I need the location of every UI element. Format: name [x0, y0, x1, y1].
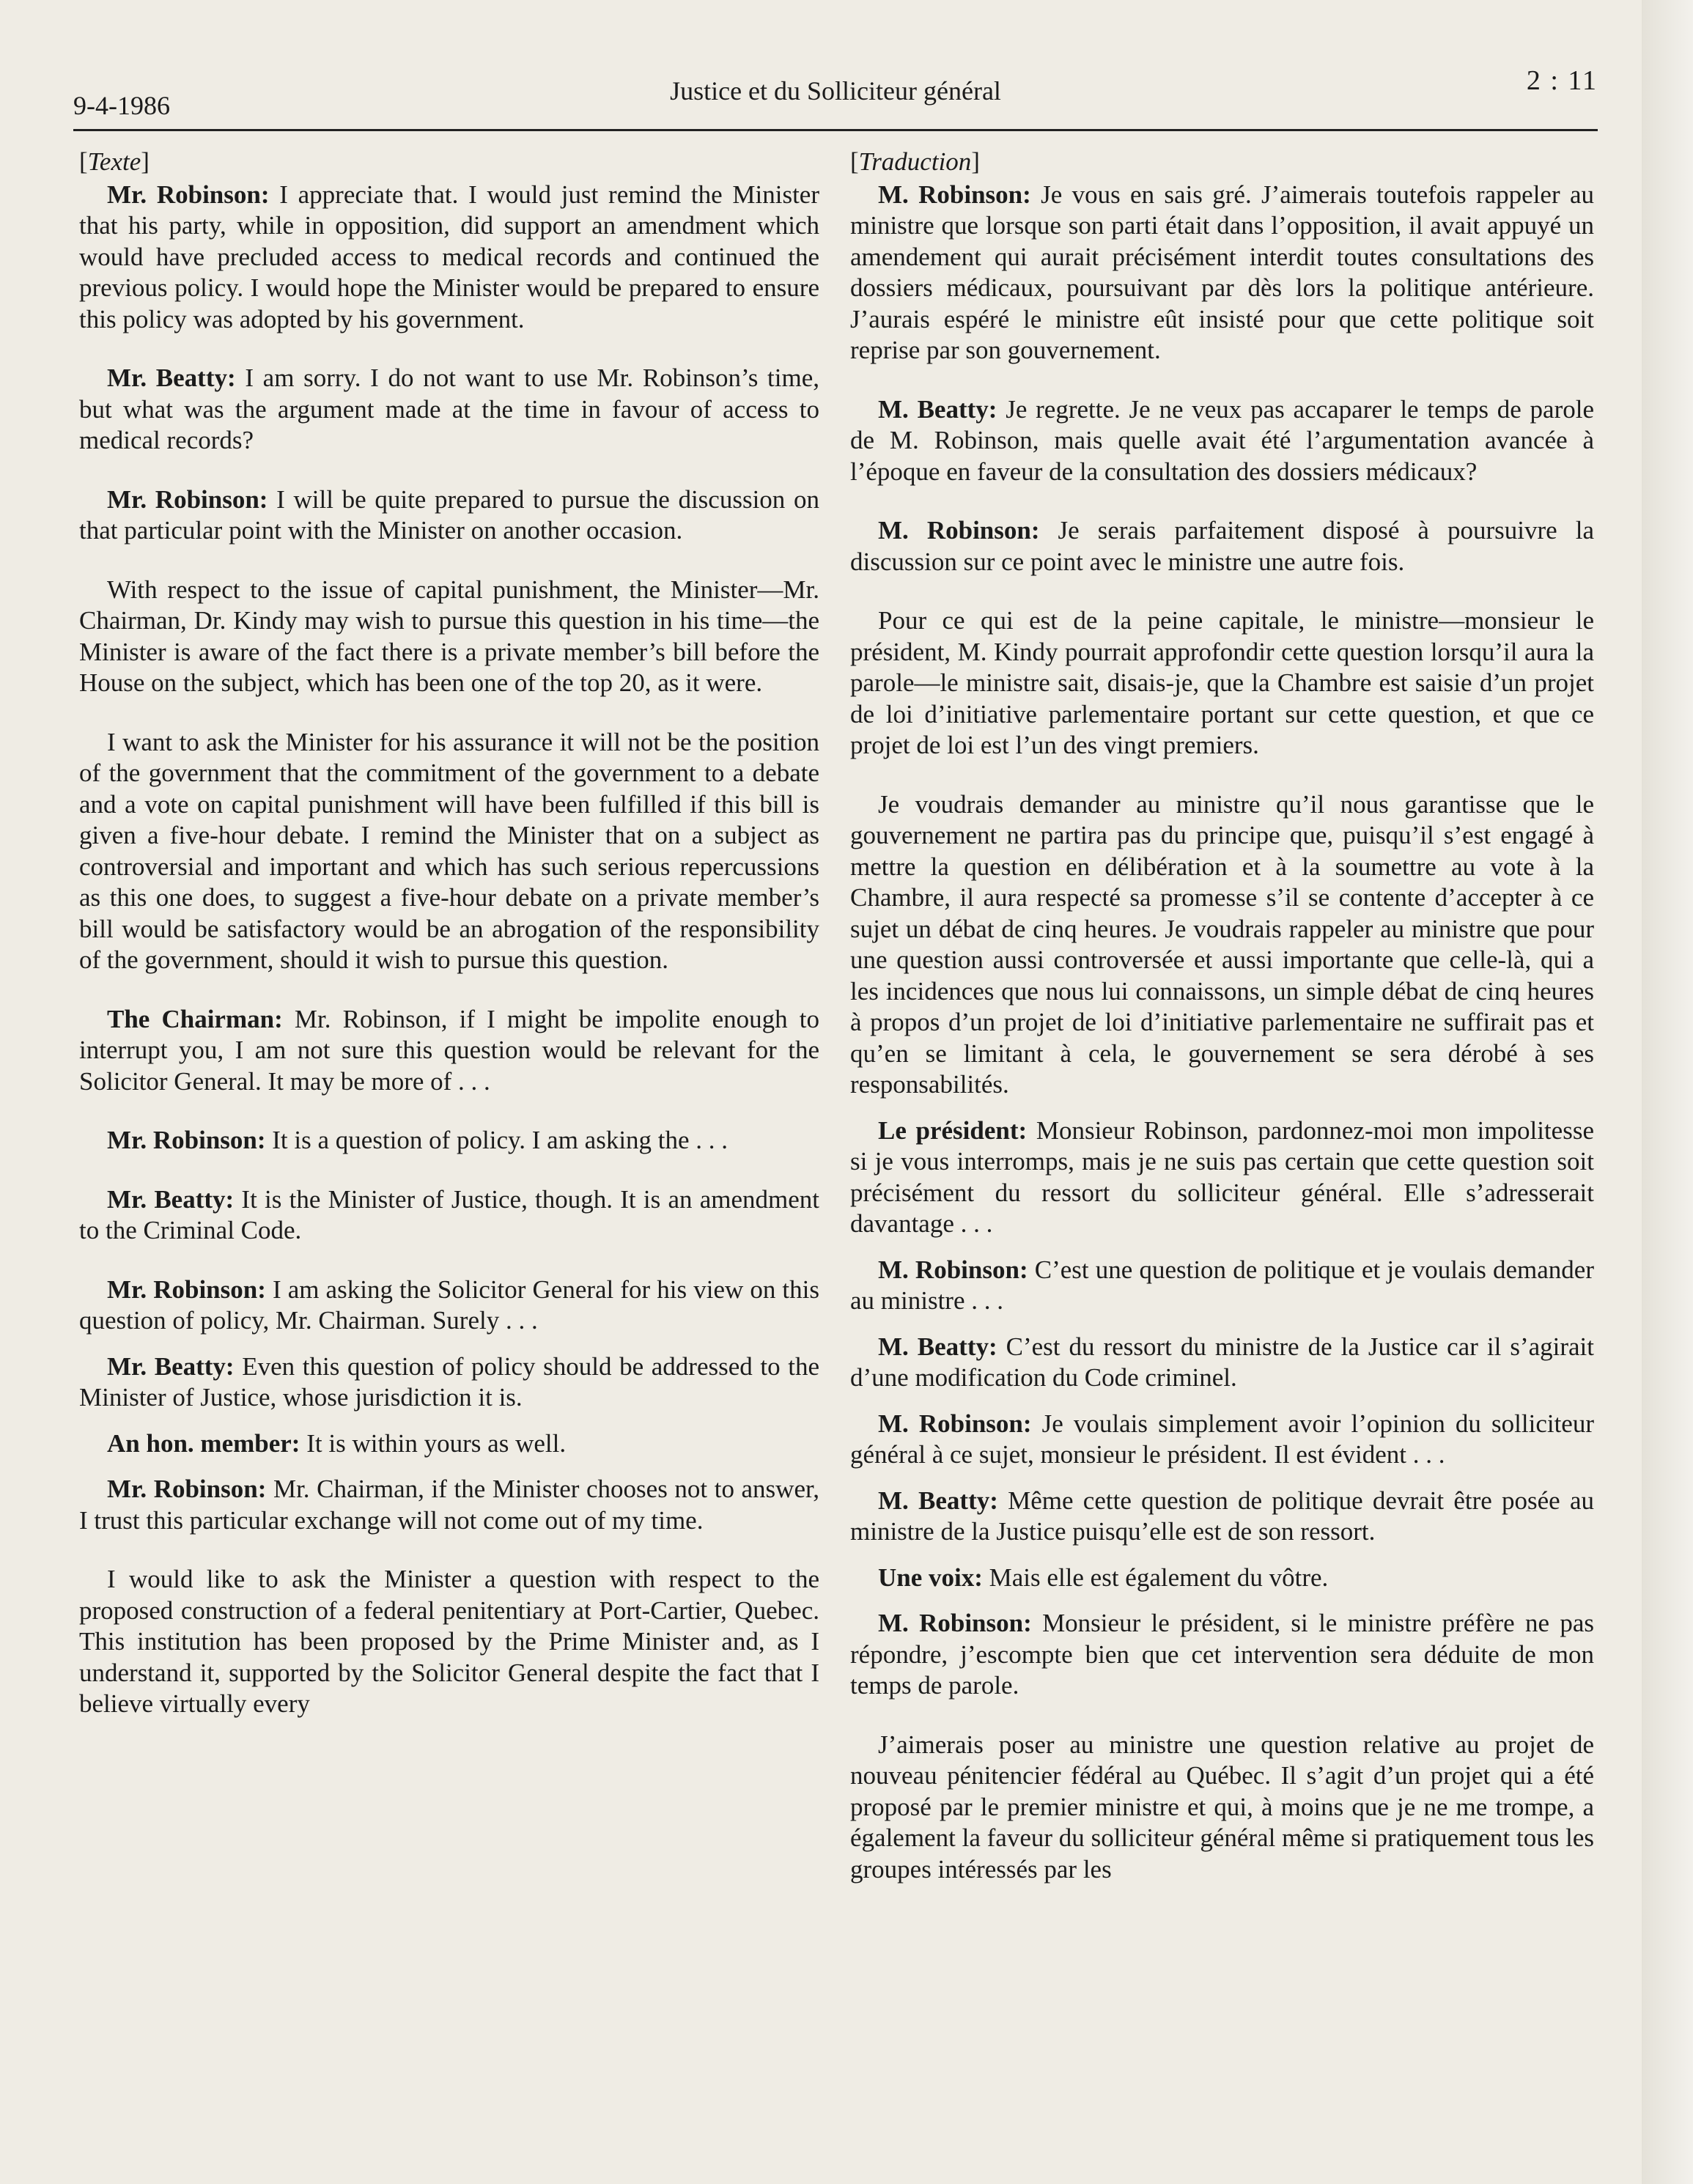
column-tag: [Texte]	[79, 147, 150, 176]
column-tag: [Traduction]	[850, 147, 980, 176]
paragraph: M. Beatty: Même cette question de politique devrait être posée au ministre de la Justice puisqu’elle est de son ressort.	[850, 1486, 1594, 1546]
paragraph: Mr. Beatty: Even this question of policy should be addressed to the Minister of Justice, whose jurisdiction it is.	[79, 1351, 820, 1412]
paragraph: The Chairman: Mr. Robinson, if I might be impolite enough to interrupt you, I am not sure this question would be relevant for the Solicitor General. It may be more of . . .	[79, 1004, 819, 1096]
paragraph: Mr. Beatty: I am sorry. I do not want to use Mr. Robinson’s time, but what was the argument made at the time in favour of access to medical records?	[79, 364, 820, 454]
paragraph: M. Robinson: Je voulais simplement avoir l’opinion du solliciteur général à ce sujet, monsieur le président. Il est évident . . .	[850, 1409, 1594, 1469]
paragraph: M. Robinson: Je serais parfaitement disposé à poursuivre la discussion sur ce point avec le ministre une autre fois.	[850, 516, 1594, 576]
paragraph: M. Robinson: C’est une question de politique et je voulais demander au ministre . . .	[850, 1255, 1594, 1315]
paragraph: Mr. Beatty: It is the Minister of Justice, though. It is an amendment to the Criminal Code.	[79, 1184, 819, 1244]
paragraph: I want to ask the Minister for his assurance it will not be the position of the government that the commitment of the government to a debate and a vote on capital punishment will have been fulfilled if this bill is given a five-hour debate. I remind the Minister that on a subject as controversial and important and which has such serious repercussions as this one does, to suggest a five-hour debate on a private member’s bill would be satisfactory would be an abrogation of the responsibility of the government, should it wish to pursue this question.	[79, 727, 819, 974]
header-title: Justice et du Solliciteur général	[670, 76, 1001, 106]
paragraph: J’aimerais poser au ministre une question relative au projet de nouveau pénitencier fédéral au Québec. Il s’agit d’un projet qui a été proposé par le premier ministre et qui, à moins que je ne me trompe, a également la faveur du solliciteur général même si pratiquement tous les groupes intéressés par les	[850, 1730, 1594, 1884]
header-date: 9-4-1986	[73, 91, 170, 120]
french-column	[850, 147, 1594, 1913]
paragraph: Mr. Robinson: I am asking the Solicitor General for his view on this question of policy, Mr. Chairman. Surely . . .	[79, 1274, 819, 1335]
english-column	[79, 147, 819, 1748]
paragraph: With respect to the issue of capital punishment, the Minister—Mr. Chairman, Dr. Kindy may wish to pursue this question in his time—the Minister is aware of the fact there is a private member’s bill before the House on the subject, which has been one of the top 20, as it were.	[79, 575, 819, 697]
paragraph: Mr. Robinson: I will be quite prepared to pursue the discussion on that particular point with the Minister on another occasion.	[79, 484, 819, 545]
paragraph: Je voudrais demander au ministre qu’il nous garantisse que le gouvernement ne partira pas du principe que, puisqu’il s’est engagé à mettre la question en délibération et à la soumettre au vote à la Chambre, il aura respecté sa promesse s’il se contente d’accepter à ce sujet un débat de cinq heures. Je voudrais rappeler au ministre que pour une question aussi controversée et aussi importante que celle-là, qui a les incidences que nous lui connaissons, un simple débat de cinq heures à propos d’un projet de loi d’initiative parlementaire ne suffirait pas et qu’en se limitant à cela, le gouvernement se sera dérobé à ses responsabilités.	[850, 789, 1594, 1099]
paragraph: Pour ce qui est de la peine capitale, le ministre—monsieur le président, M. Kindy pourrait approfondir cette question lorsqu’il aura la parole—le ministre sait, disais-je, que la Chambre est saisie d’un projet de loi d’initiative parlementaire portant sur cette question, et que ce projet de loi est l’un des vingt premiers.	[850, 606, 1594, 759]
paragraph: Le président: Monsieur Robinson, pardonnez-moi mon impolitesse si je vous interromps, mais je ne suis pas certain que cette question soit précisément du ressort du solliciteur général. Elle s’adresserait davantage . . .	[850, 1115, 1594, 1238]
paragraph: Mr. Robinson: I appreciate that. I would just remind the Minister that his party, while in opposition, did support an amendment which would have precluded access to medical records and continued the previous policy. I would hope the Minister would be prepared to ensure this policy was adopted by his government.	[79, 180, 820, 333]
paragraph: Une voix: Mais elle est également du vôtre.	[878, 1563, 1329, 1592]
paragraph: M. Beatty: C’est du ressort du ministre de la Justice car il s’agirait d’une modification du Code criminel.	[850, 1332, 1594, 1392]
paragraph: M. Robinson: Monsieur le président, si le ministre préfère ne pas répondre, j’escompte bien que cet intervention sera déduite de mon temps de parole.	[850, 1609, 1594, 1700]
header-rule	[73, 129, 1598, 131]
paragraph: M. Robinson: Je vous en sais gré. J’aimerais toutefois rappeler au ministre que lorsque son parti était dans l’opposition, il avait appuyé un amendement qui aurait précisément interdit toutes consultations des dossiers médicaux, poursuivant par dès lors la politique antérieure. J’aurais espéré le ministre eût insisté pour que cette politique soit reprise par son gouvernement.	[850, 180, 1594, 364]
paragraph: Mr. Robinson: Mr. Chairman, if the Minister chooses not to answer, I trust this particular exchange will not come out of my time.	[79, 1475, 819, 1535]
page-header	[73, 57, 1598, 138]
paragraph: M. Beatty: Je regrette. Je ne veux pas accaparer le temps de parole de M. Robinson, mais quelle avait été l’argumentation avancée à l’époque en faveur de la consultation des dossiers médicaux?	[850, 394, 1594, 486]
page-edge-shadow	[1642, 0, 1693, 2184]
header-page-number: 2 : 11	[1526, 65, 1598, 96]
paragraph: Mr. Robinson: It is a question of policy. I am asking the . . .	[107, 1126, 729, 1154]
paragraph: I would like to ask the Minister a question with respect to the proposed construction of a federal penitentiary at Port-Cartier, Quebec. This institution has been proposed by the Prime Minister and, as I understand it, supported by the Solicitor General despite the fact that I believe virtually every	[79, 1565, 819, 1718]
paragraph: An hon. member: It is within yours as well.	[107, 1428, 567, 1458]
